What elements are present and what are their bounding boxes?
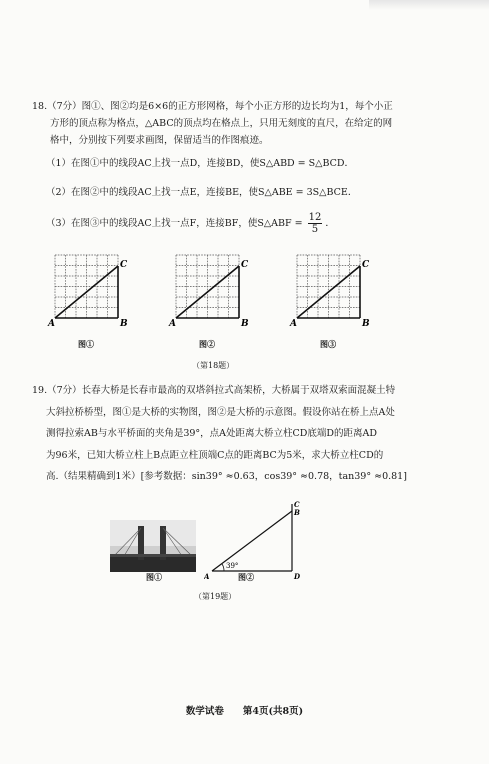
q19-fig1-caption: 图① [146, 572, 162, 582]
vertex-label-b: B [362, 319, 370, 328]
question-19-stem [32, 380, 462, 488]
grid-figure-1 [44, 243, 129, 328]
vertex-label-d: D [294, 572, 301, 581]
grid-lines [55, 255, 118, 318]
vertex-label-c: C [362, 260, 370, 270]
q18-line-2: 方形的顶点称为格点，△ABC的顶点均在格点上，只用无刻度的直尺，在给定的网 [50, 118, 393, 129]
vertex-label-a: A [204, 572, 210, 581]
q19-line-1: 19.（7分）长春大桥是长春市最高的双塔斜拉式高架桥，大桥属于双塔双索面混凝土特 [32, 385, 396, 396]
q18-sub3-prefix: （3）在图③中的线段AC上找一点F，连接BF，使S△ABF = [46, 218, 303, 229]
segment-ab [212, 511, 292, 571]
segment-ac [297, 266, 360, 318]
fig1-caption: 图① [78, 339, 94, 349]
vertex-label-c: C [294, 500, 300, 509]
vertex-label-a: A [290, 319, 297, 328]
q19-line-3: 测得拉索AB与水平桥面的夹角是39°，点A处距离大桥立柱CD底端D的距离AD [46, 428, 378, 439]
q18-sub3-denominator: 5 [311, 224, 319, 235]
segment-ac [176, 266, 239, 318]
q18-subquestion-1: （1）在图①中的线段AC上找一点D，连接BD，使S△ABD = S△BCD． [46, 158, 355, 169]
vertex-label-b: B [294, 508, 300, 517]
q19-caption: （第19题） [194, 592, 237, 601]
fig3-caption: 图③ [320, 339, 336, 349]
q18-subquestion-2: （2）在图②中的线段AC上找一点E，连接BE，使S△ABE = 3S△BCE． [46, 187, 358, 198]
grid-lines [176, 255, 239, 318]
grid-lines [297, 255, 360, 318]
vertex-label-a: A [169, 319, 176, 328]
angle-label: 39° [226, 562, 239, 570]
page-footer: 数学试卷 第4页(共8页) [185, 706, 304, 717]
q19-line-5: 高.（结果精确到1米）[参考数据：sin39° ≈0.63，cos39° ≈0.78，tan39° ≈0.81] [46, 471, 407, 482]
question-18-stem [32, 98, 462, 149]
fig2-caption: 图② [199, 339, 215, 349]
q19-line-4: 为96米，已知大桥立柱上B点距立柱顶端C点的距离BC为5米，求大桥立柱CD的 [46, 449, 384, 461]
bridge-schematic [204, 500, 308, 582]
q18-caption: （第18题） [192, 361, 235, 370]
bridge-photo [110, 520, 196, 572]
grid-figure-2 [165, 243, 250, 328]
q18-line-3: 格中，分别按下列要求画图，保留适当的作图痕迹。 [50, 135, 269, 146]
vertex-label-b: B [241, 319, 249, 328]
vertex-label-c: C [241, 260, 249, 270]
q19-fig2-caption: 图② [238, 572, 254, 582]
segment-ac [55, 266, 118, 318]
vertex-label-a: A [48, 319, 55, 328]
q18-subquestion-3 [46, 212, 335, 235]
vertex-label-b: B [120, 319, 128, 328]
q18-sub3-suffix: ． [325, 218, 335, 229]
q18-line-1: 18.（7分）图①、图②均是6×6的正方形网格，每个小正方形的边长均为1，每个小正 [32, 101, 393, 112]
q18-sub3-numerator: 12 [308, 212, 322, 223]
q19-line-2: 大斜拉桥桥型，图①是大桥的实物图，图②是大桥的示意图。假设你站在桥上点A处 [46, 406, 395, 418]
page-corner-shadow [369, 0, 489, 10]
vertex-label-c: C [120, 260, 128, 270]
q18-sub3-fraction [308, 212, 323, 235]
grid-figure-3 [286, 243, 371, 328]
